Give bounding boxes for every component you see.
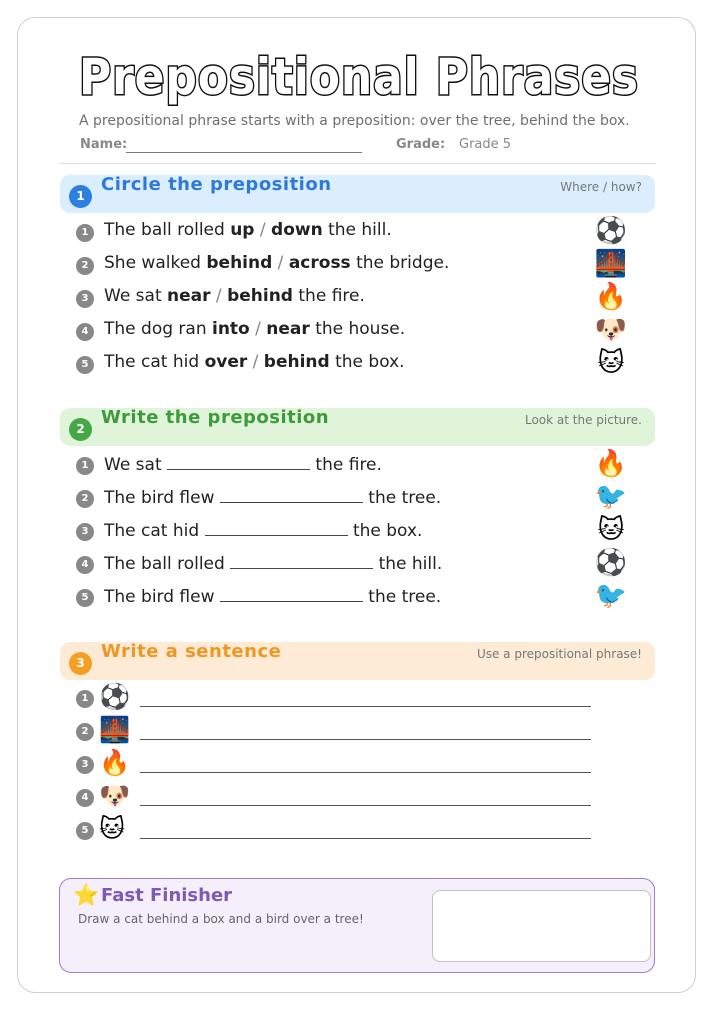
item-number: 4 [76, 323, 94, 341]
sentence-end: the fire. [292, 286, 365, 306]
sentence-writing-line[interactable] [140, 739, 591, 740]
item-sentence [104, 486, 441, 508]
section1-hint: Where / how? [560, 180, 642, 194]
section2-item [76, 517, 636, 545]
option-separator: / [210, 286, 228, 306]
section2-number: 2 [69, 418, 92, 441]
item-sentence [104, 453, 382, 475]
dog-icon: 🐶 [99, 781, 131, 810]
item-sentence [104, 552, 442, 574]
soccer-ball-icon: ⚽ [594, 216, 628, 246]
section1-number: 1 [69, 185, 92, 208]
page-title [74, 42, 644, 112]
option-separator: / [249, 319, 267, 339]
answer-blank[interactable] [230, 552, 373, 569]
sentence-end: the tree. [362, 587, 442, 607]
sentence-end: the hill. [373, 554, 443, 574]
section1-header [60, 175, 655, 213]
sentence-end: the bridge. [350, 253, 450, 273]
fire-icon: 🔥 [99, 748, 131, 777]
section3-item [76, 748, 596, 778]
dog-icon: 🐶 [594, 315, 628, 345]
fast-finisher-box [59, 878, 655, 973]
cat-icon: 🐱 [597, 515, 625, 545]
item-number: 5 [76, 589, 94, 607]
fast-finisher-text: Draw a cat behind a box and a bird over a tree! [78, 912, 364, 926]
sentence-writing-line[interactable] [140, 706, 591, 707]
sentence-writing-line[interactable] [140, 772, 591, 773]
item-sentence [104, 352, 405, 372]
section1-item [76, 284, 636, 312]
page-title-text: Prepositional Phrases [79, 48, 639, 106]
item-sentence [104, 585, 441, 607]
bridge-icon: 🌉 [99, 715, 131, 744]
section3-item [76, 781, 596, 811]
answer-blank[interactable] [167, 453, 310, 470]
preposition-option-2[interactable]: down [271, 220, 323, 240]
grade-label: Grade: [396, 137, 446, 152]
preposition-option-2[interactable]: near [266, 319, 310, 339]
item-number: 2 [76, 257, 94, 275]
name-field-line[interactable] [126, 152, 362, 153]
star-icon: ⭐ [73, 883, 100, 907]
fast-finisher-title: Fast Finisher [101, 885, 233, 906]
subtitle: A prepositional phrase starts with a preposition: over the tree, behind the box. [79, 113, 630, 129]
preposition-option-2[interactable]: across [288, 253, 351, 273]
item-sentence [104, 319, 405, 339]
item-sentence [104, 519, 422, 541]
section2-item [76, 583, 636, 611]
sentence-start: The cat hid [104, 352, 205, 372]
grade-value: Grade 5 [459, 137, 512, 152]
sentence-start: The bird flew [104, 587, 220, 607]
section2-title: Write the preposition [101, 407, 330, 428]
fire-icon: 🔥 [594, 449, 628, 479]
section3-item [76, 715, 596, 745]
item-number: 5 [76, 356, 94, 374]
item-sentence [104, 220, 392, 240]
preposition-option-1[interactable]: behind [206, 253, 273, 273]
answer-blank[interactable] [205, 519, 348, 536]
option-separator: / [272, 253, 289, 273]
item-number: 4 [76, 789, 94, 807]
preposition-option-1[interactable]: into [212, 319, 250, 339]
preposition-option-1[interactable]: over [204, 352, 248, 372]
sentence-start: The dog ran [104, 319, 212, 339]
sentence-start: The cat hid [104, 521, 205, 541]
sentence-start: We sat [104, 286, 168, 306]
section1-item [76, 218, 636, 246]
section2-hint: Look at the picture. [524, 413, 642, 427]
option-separator: / [254, 220, 272, 240]
section2-item [76, 550, 636, 578]
answer-blank[interactable] [220, 585, 363, 602]
sentence-start: The ball rolled [104, 554, 231, 574]
section3-number: 3 [69, 652, 92, 675]
name-label: Name: [80, 137, 128, 152]
item-number: 5 [76, 822, 94, 840]
sentence-end: the tree. [362, 488, 442, 508]
section3-item [76, 682, 596, 712]
item-sentence [104, 253, 449, 273]
sentence-start: She walked [104, 253, 207, 273]
section2-header [60, 408, 655, 446]
sentence-start: We sat [104, 455, 168, 475]
preposition-option-1[interactable]: up [230, 220, 255, 240]
bridge-icon: 🌉 [594, 249, 628, 279]
section1-item [76, 350, 636, 378]
item-number: 2 [76, 490, 94, 508]
cat-icon: 🐱 [597, 348, 625, 378]
preposition-option-1[interactable]: near [167, 286, 211, 306]
section1-item [76, 317, 636, 345]
section2-item [76, 484, 636, 512]
soccer-ball-icon: ⚽ [99, 682, 131, 711]
section3-header [60, 642, 655, 680]
section1-item [76, 251, 636, 279]
sentence-end: the hill. [322, 220, 392, 240]
item-number: 1 [76, 457, 94, 475]
section2-item [76, 451, 636, 479]
sentence-end: the house. [309, 319, 406, 339]
item-number: 1 [76, 224, 94, 242]
section1-title: Circle the preposition [101, 174, 332, 195]
sentence-start: The bird flew [104, 488, 220, 508]
preposition-option-2[interactable]: behind [263, 352, 330, 372]
sentence-end: the fire. [310, 455, 382, 475]
item-number: 1 [76, 690, 94, 708]
item-number: 3 [76, 523, 94, 541]
section3-hint: Use a prepositional phrase! [476, 647, 642, 661]
section3-item [76, 814, 596, 844]
bird-icon: 🐦 [594, 581, 628, 611]
option-separator: / [247, 352, 264, 372]
answer-blank[interactable] [220, 486, 363, 503]
preposition-option-2[interactable]: behind [227, 286, 293, 306]
sentence-writing-line[interactable] [140, 838, 591, 839]
item-number: 4 [76, 556, 94, 574]
item-number: 3 [76, 290, 94, 308]
soccer-ball-icon: ⚽ [594, 548, 628, 578]
fire-icon: 🔥 [594, 282, 628, 312]
item-sentence [104, 286, 365, 306]
header-divider [60, 163, 656, 164]
item-number: 2 [76, 723, 94, 741]
sentence-start: The ball rolled [104, 220, 231, 240]
cat-icon: 🐱 [99, 814, 126, 843]
sentence-end: the box. [329, 352, 405, 372]
drawing-area[interactable] [432, 890, 651, 962]
bird-icon: 🐦 [594, 482, 628, 512]
section3-title: Write a sentence [101, 641, 282, 662]
sentence-end: the box. [347, 521, 423, 541]
sentence-writing-line[interactable] [140, 805, 591, 806]
item-number: 3 [76, 756, 94, 774]
